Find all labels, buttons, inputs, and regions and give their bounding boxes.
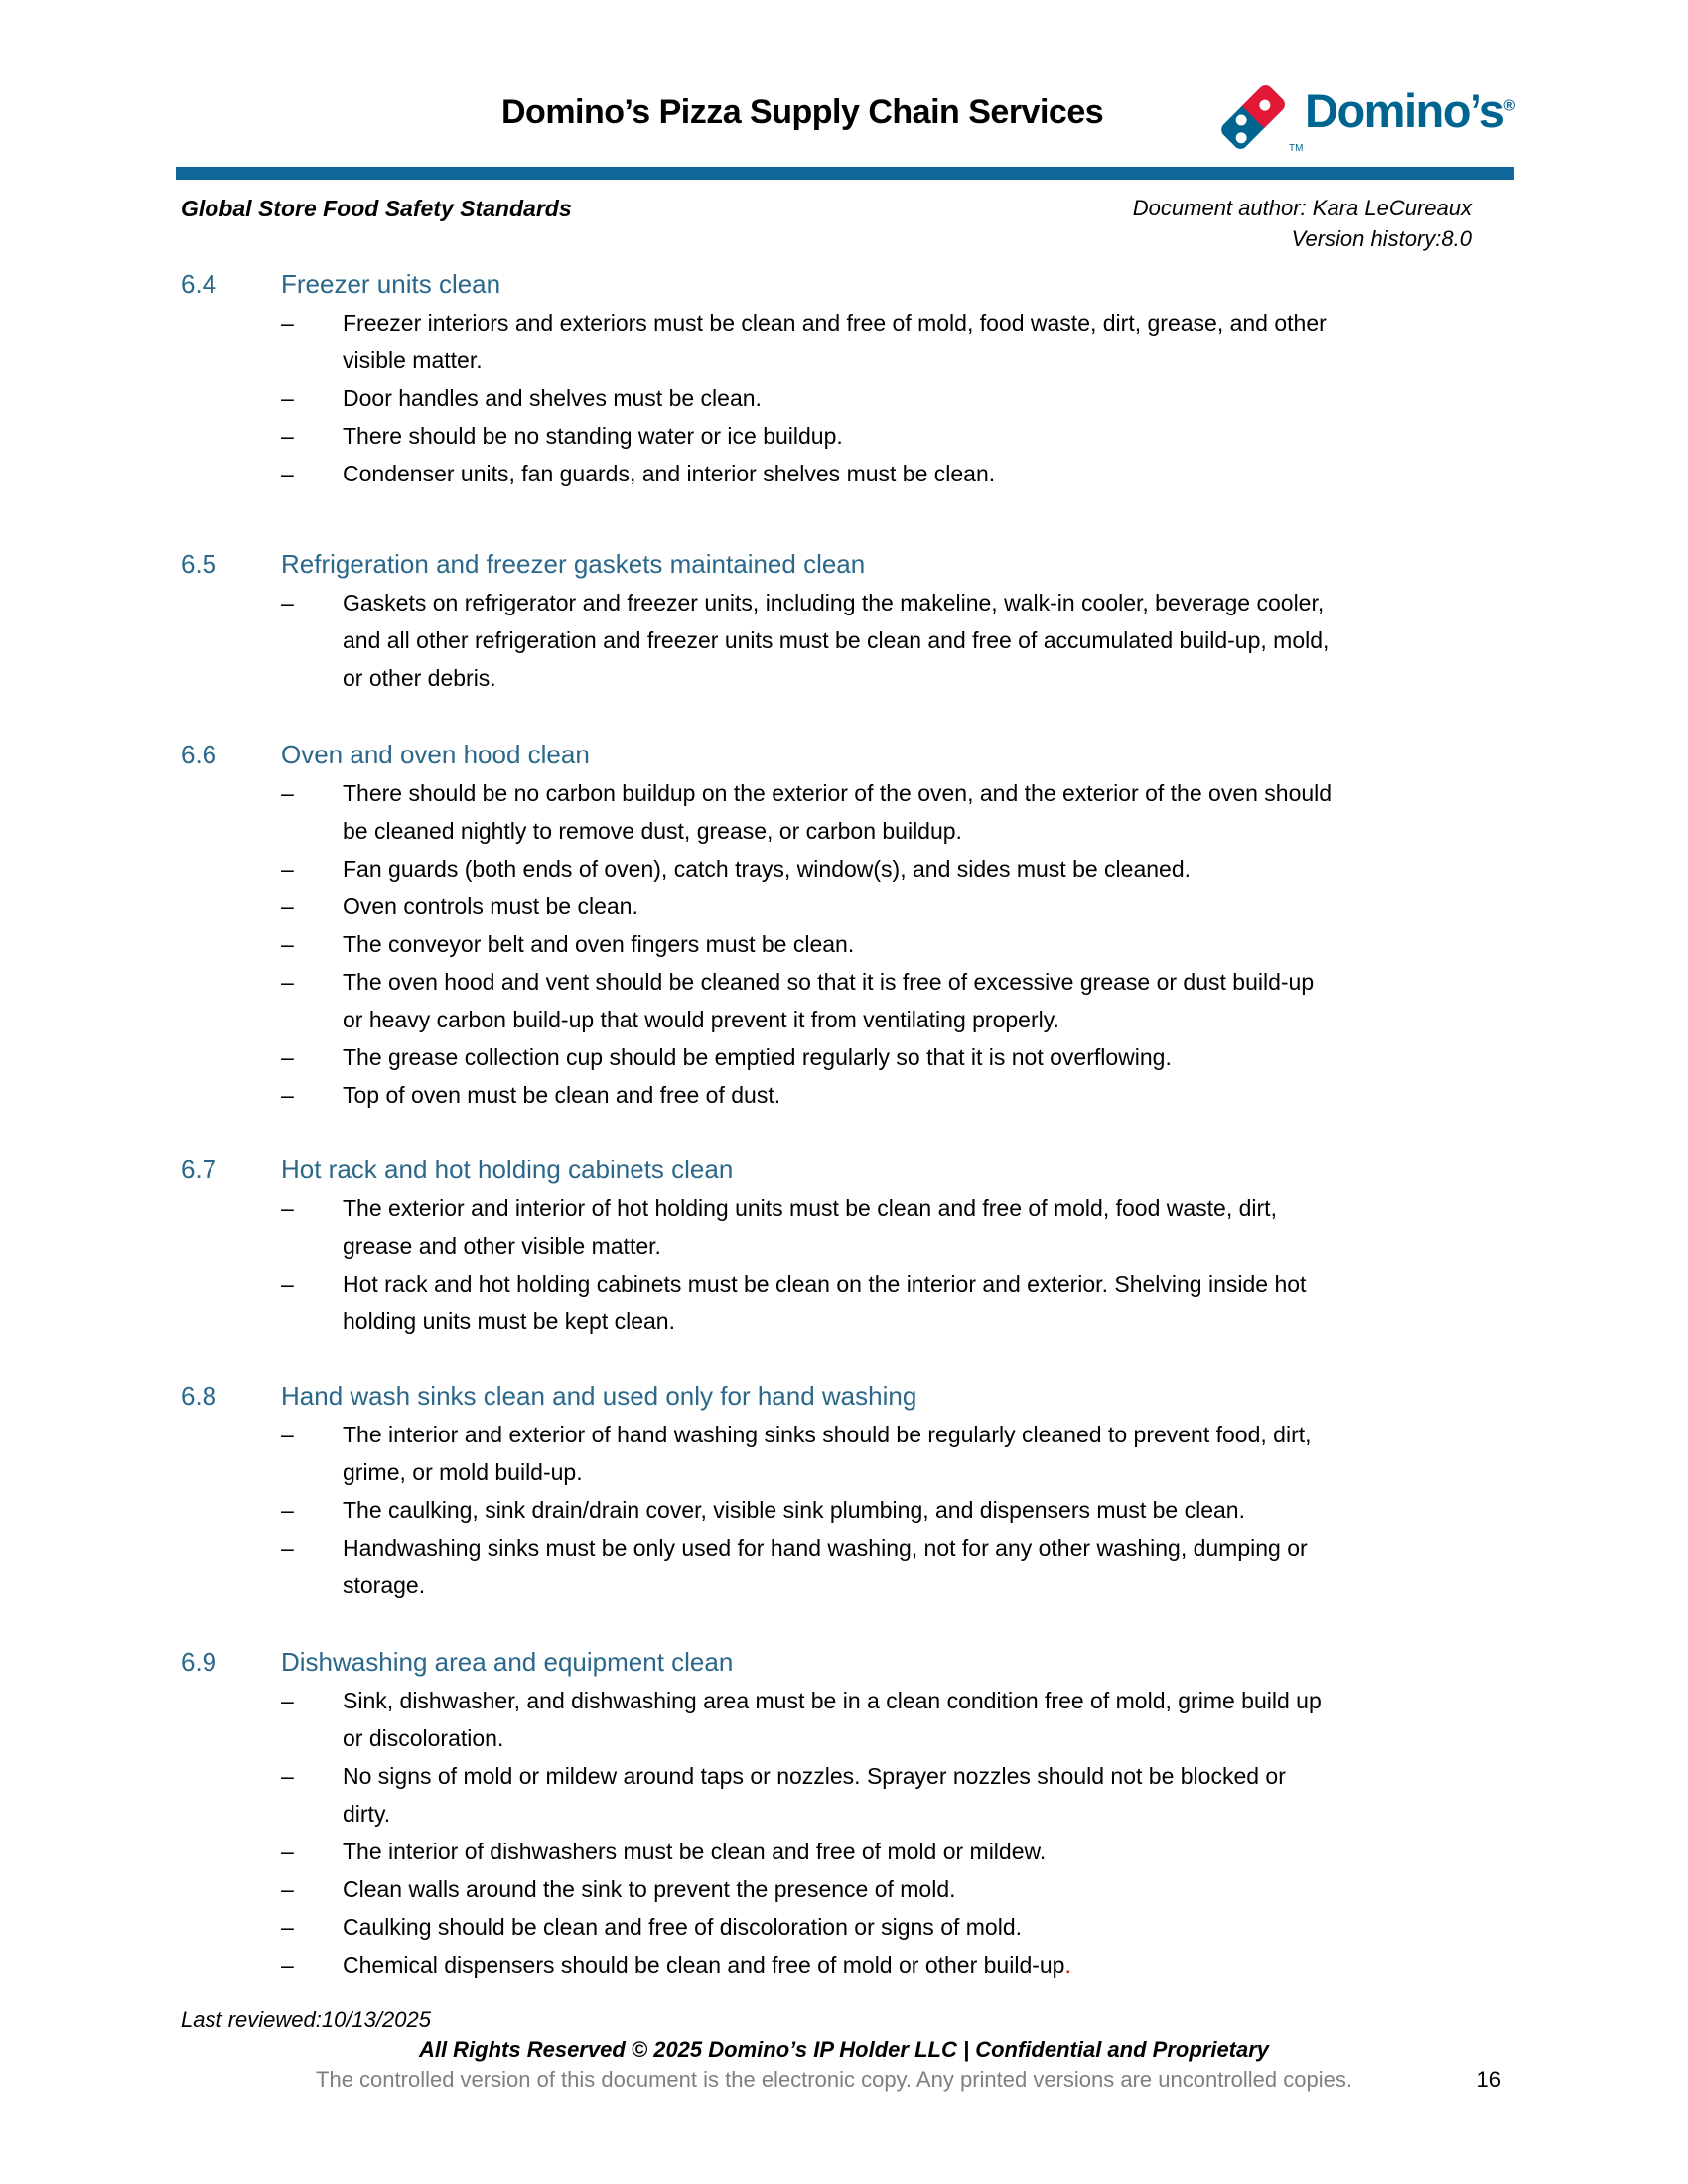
bullet-item: [281, 850, 1531, 887]
section-6.8: [181, 1376, 1531, 1604]
section-number: 6.9: [181, 1647, 217, 1677]
bullet-dash-marker: –: [281, 385, 294, 411]
section-heading-row: [181, 1642, 1531, 1682]
section-heading-row: [181, 1150, 1531, 1189]
bullet-dash-marker: –: [281, 1422, 294, 1447]
bullet-text: The interior and exterior of hand washing sinks should be regularly cleaned to prevent food, dirt, grime, or mold build-up.: [343, 1422, 1312, 1485]
bullet-item: [281, 1491, 1531, 1529]
bullet-dash-marker: –: [281, 856, 294, 882]
bullet-item: [281, 887, 1531, 925]
bullet-item: [281, 1265, 1531, 1340]
bullet-item: [281, 1870, 1531, 1908]
logo-tm-mark: TM: [1289, 143, 1304, 154]
bullet-item: [281, 1833, 1531, 1870]
bullet-item: [281, 584, 1531, 697]
section-heading-row: [181, 544, 1531, 584]
bullet-text: Sink, dishwasher, and dishwashing area must be in a clean condition free of mold, grime build up or discoloration.: [343, 1688, 1322, 1751]
bullet-item: [281, 379, 1531, 417]
bullet-text: Gaskets on refrigerator and freezer units, including the makeline, walk-in cooler, beverage cooler, and all other refrigeration and freezer units must be clean and free of accumulated build-up, mold, or other debris.: [343, 590, 1330, 691]
bullet-item: [281, 1682, 1531, 1757]
bullet-dash-marker: –: [281, 1688, 294, 1713]
footer-last-reviewed: Last reviewed:10/13/2025: [181, 2007, 431, 2032]
bullet-dash-marker: –: [281, 969, 294, 995]
section-number: 6.6: [181, 740, 217, 769]
bullet-text: Condenser units, fan guards, and interior shelves must be clean.: [343, 461, 996, 486]
document-author-line: Document author: Kara LeCureaux: [1132, 196, 1472, 220]
section-title: Oven and oven hood clean: [281, 740, 590, 769]
section-number: 6.7: [181, 1155, 217, 1184]
bullet-text: The oven hood and vent should be cleaned so that it is free of excessive grease or dust build-up or heavy carbon build-up that would prevent it from ventilating properly.: [343, 969, 1315, 1032]
bullet-dash-marker: –: [281, 590, 294, 615]
bullet-text: Hot rack and hot holding cabinets must be clean on the interior and exterior. Shelving inside hot holding units must be kept clean.: [343, 1271, 1307, 1334]
bullet-text: No signs of mold or mildew around taps or nozzles. Sprayer nozzles should not be blocked or dirty.: [343, 1763, 1286, 1827]
bullet-item: [281, 774, 1531, 850]
section-heading-row: [181, 735, 1531, 774]
section-6.4: [181, 264, 1531, 492]
bullet-item: [281, 1038, 1531, 1076]
bullet-item: [281, 304, 1531, 379]
bullet-text: Door handles and shelves must be clean.: [343, 385, 762, 411]
bullet-text: The caulking, sink drain/drain cover, visible sink plumbing, and dispensers must be clean.: [343, 1497, 1245, 1523]
page-number: 16: [1477, 2067, 1501, 2092]
bullet-dash-marker: –: [281, 1271, 294, 1297]
document-subtitle: Global Store Food Safety Standards: [181, 196, 572, 221]
bullet-text: The interior of dishwashers must be clean and free of mold or mildew.: [343, 1839, 1047, 1864]
bullet-dash-marker: –: [281, 1914, 294, 1940]
section-title: Hot rack and hot holding cabinets clean: [281, 1155, 734, 1184]
bullet-text: Freezer interiors and exteriors must be clean and free of mold, food waste, dirt, grease, and other visible matter.: [343, 310, 1327, 373]
bullet-dash-marker: –: [281, 1535, 294, 1561]
footer-controlled-note: The controlled version of this document is the electronic copy. Any printed versions are uncontrolled copies.: [316, 2067, 1352, 2092]
bullet-item: [281, 925, 1531, 963]
section-number: 6.4: [181, 269, 217, 299]
section-6.9: [181, 1642, 1531, 1983]
bullet-item: [281, 417, 1531, 455]
bullet-text: Clean walls around the sink to prevent the presence of mold.: [343, 1876, 956, 1902]
section-6.5: [181, 544, 1531, 697]
bullet-item: [281, 455, 1531, 492]
bullet-text: There should be no standing water or ice buildup.: [343, 423, 843, 449]
bullet-text: Oven controls must be clean.: [343, 893, 638, 919]
footer-rights-line: All Rights Reserved © 2025 Domino’s IP Holder LLC | Confidential and Proprietary: [418, 2037, 1270, 2062]
bullet-text: Chemical dispensers should be clean and free of mold or other build-up.: [343, 1952, 1071, 1978]
bullet-dash-marker: –: [281, 423, 294, 449]
section-number: 6.8: [181, 1381, 217, 1411]
registered-mark-icon: ®: [1503, 97, 1516, 115]
bullet-dash-marker: –: [281, 1876, 294, 1902]
bullet-text: Handwashing sinks must be only used for hand washing, not for any other washing, dumping or storage.: [343, 1535, 1308, 1598]
bullet-item: [281, 1946, 1531, 1983]
bullet-text: There should be no carbon buildup on the exterior of the oven, and the exterior of the oven should be cleaned nightly to remove dust, grease, or carbon buildup.: [343, 780, 1333, 844]
bullet-dash-marker: –: [281, 780, 294, 806]
section-6.7: [181, 1150, 1531, 1340]
bullet-dash-marker: –: [281, 1839, 294, 1864]
bullet-text: Fan guards (both ends of oven), catch trays, window(s), and sides must be cleaned.: [343, 856, 1191, 882]
bullet-item: [281, 1416, 1531, 1491]
bullet-dash-marker: –: [281, 1952, 294, 1978]
bullet-dash-marker: –: [281, 931, 294, 957]
document-title: Domino’s Pizza Supply Chain Services: [501, 93, 1104, 131]
bullet-item: [281, 1189, 1531, 1265]
section-title: Dishwashing area and equipment clean: [281, 1647, 734, 1677]
bullet-dash-marker: –: [281, 893, 294, 919]
bullet-dash-marker: –: [281, 1195, 294, 1221]
bullet-dash-marker: –: [281, 461, 294, 486]
section-title: Hand wash sinks clean and used only for hand washing: [281, 1381, 917, 1411]
section-title: Freezer units clean: [281, 269, 501, 299]
bullet-dash-marker: –: [281, 1497, 294, 1523]
sections-content: [181, 0, 1531, 1983]
bullet-dash-marker: –: [281, 1763, 294, 1789]
bullet-dash-marker: –: [281, 1044, 294, 1070]
red-period: .: [1064, 1952, 1071, 1978]
section-number: 6.5: [181, 549, 217, 579]
bullet-item: [281, 1757, 1531, 1833]
bullet-item: [281, 963, 1531, 1038]
bullet-text: Caulking should be clean and free of discoloration or signs of mold.: [343, 1914, 1023, 1940]
section-heading-row: [181, 264, 1531, 304]
bullet-text: The grease collection cup should be emptied regularly so that it is not overflowing.: [343, 1044, 1172, 1070]
logo-wordmark-text: Domino’s: [1305, 84, 1504, 137]
bullet-dash-marker: –: [281, 310, 294, 336]
version-history-line: Version history:8.0: [1291, 226, 1472, 251]
bullet-text: Top of oven must be clean and free of dust.: [343, 1082, 781, 1108]
section-heading-row: [181, 1376, 1531, 1416]
bullet-text: The conveyor belt and oven fingers must be clean.: [343, 931, 855, 957]
bullet-item: [281, 1529, 1531, 1604]
bullet-text: The exterior and interior of hot holding units must be clean and free of mold, food waste, dirt, grease and other visible matter.: [343, 1195, 1277, 1259]
section-6.6: [181, 735, 1531, 1114]
bullet-dash-marker: –: [281, 1082, 294, 1108]
section-title: Refrigeration and freezer gaskets maintained clean: [281, 549, 866, 579]
bullet-item: [281, 1076, 1531, 1114]
bullet-item: [281, 1908, 1531, 1946]
